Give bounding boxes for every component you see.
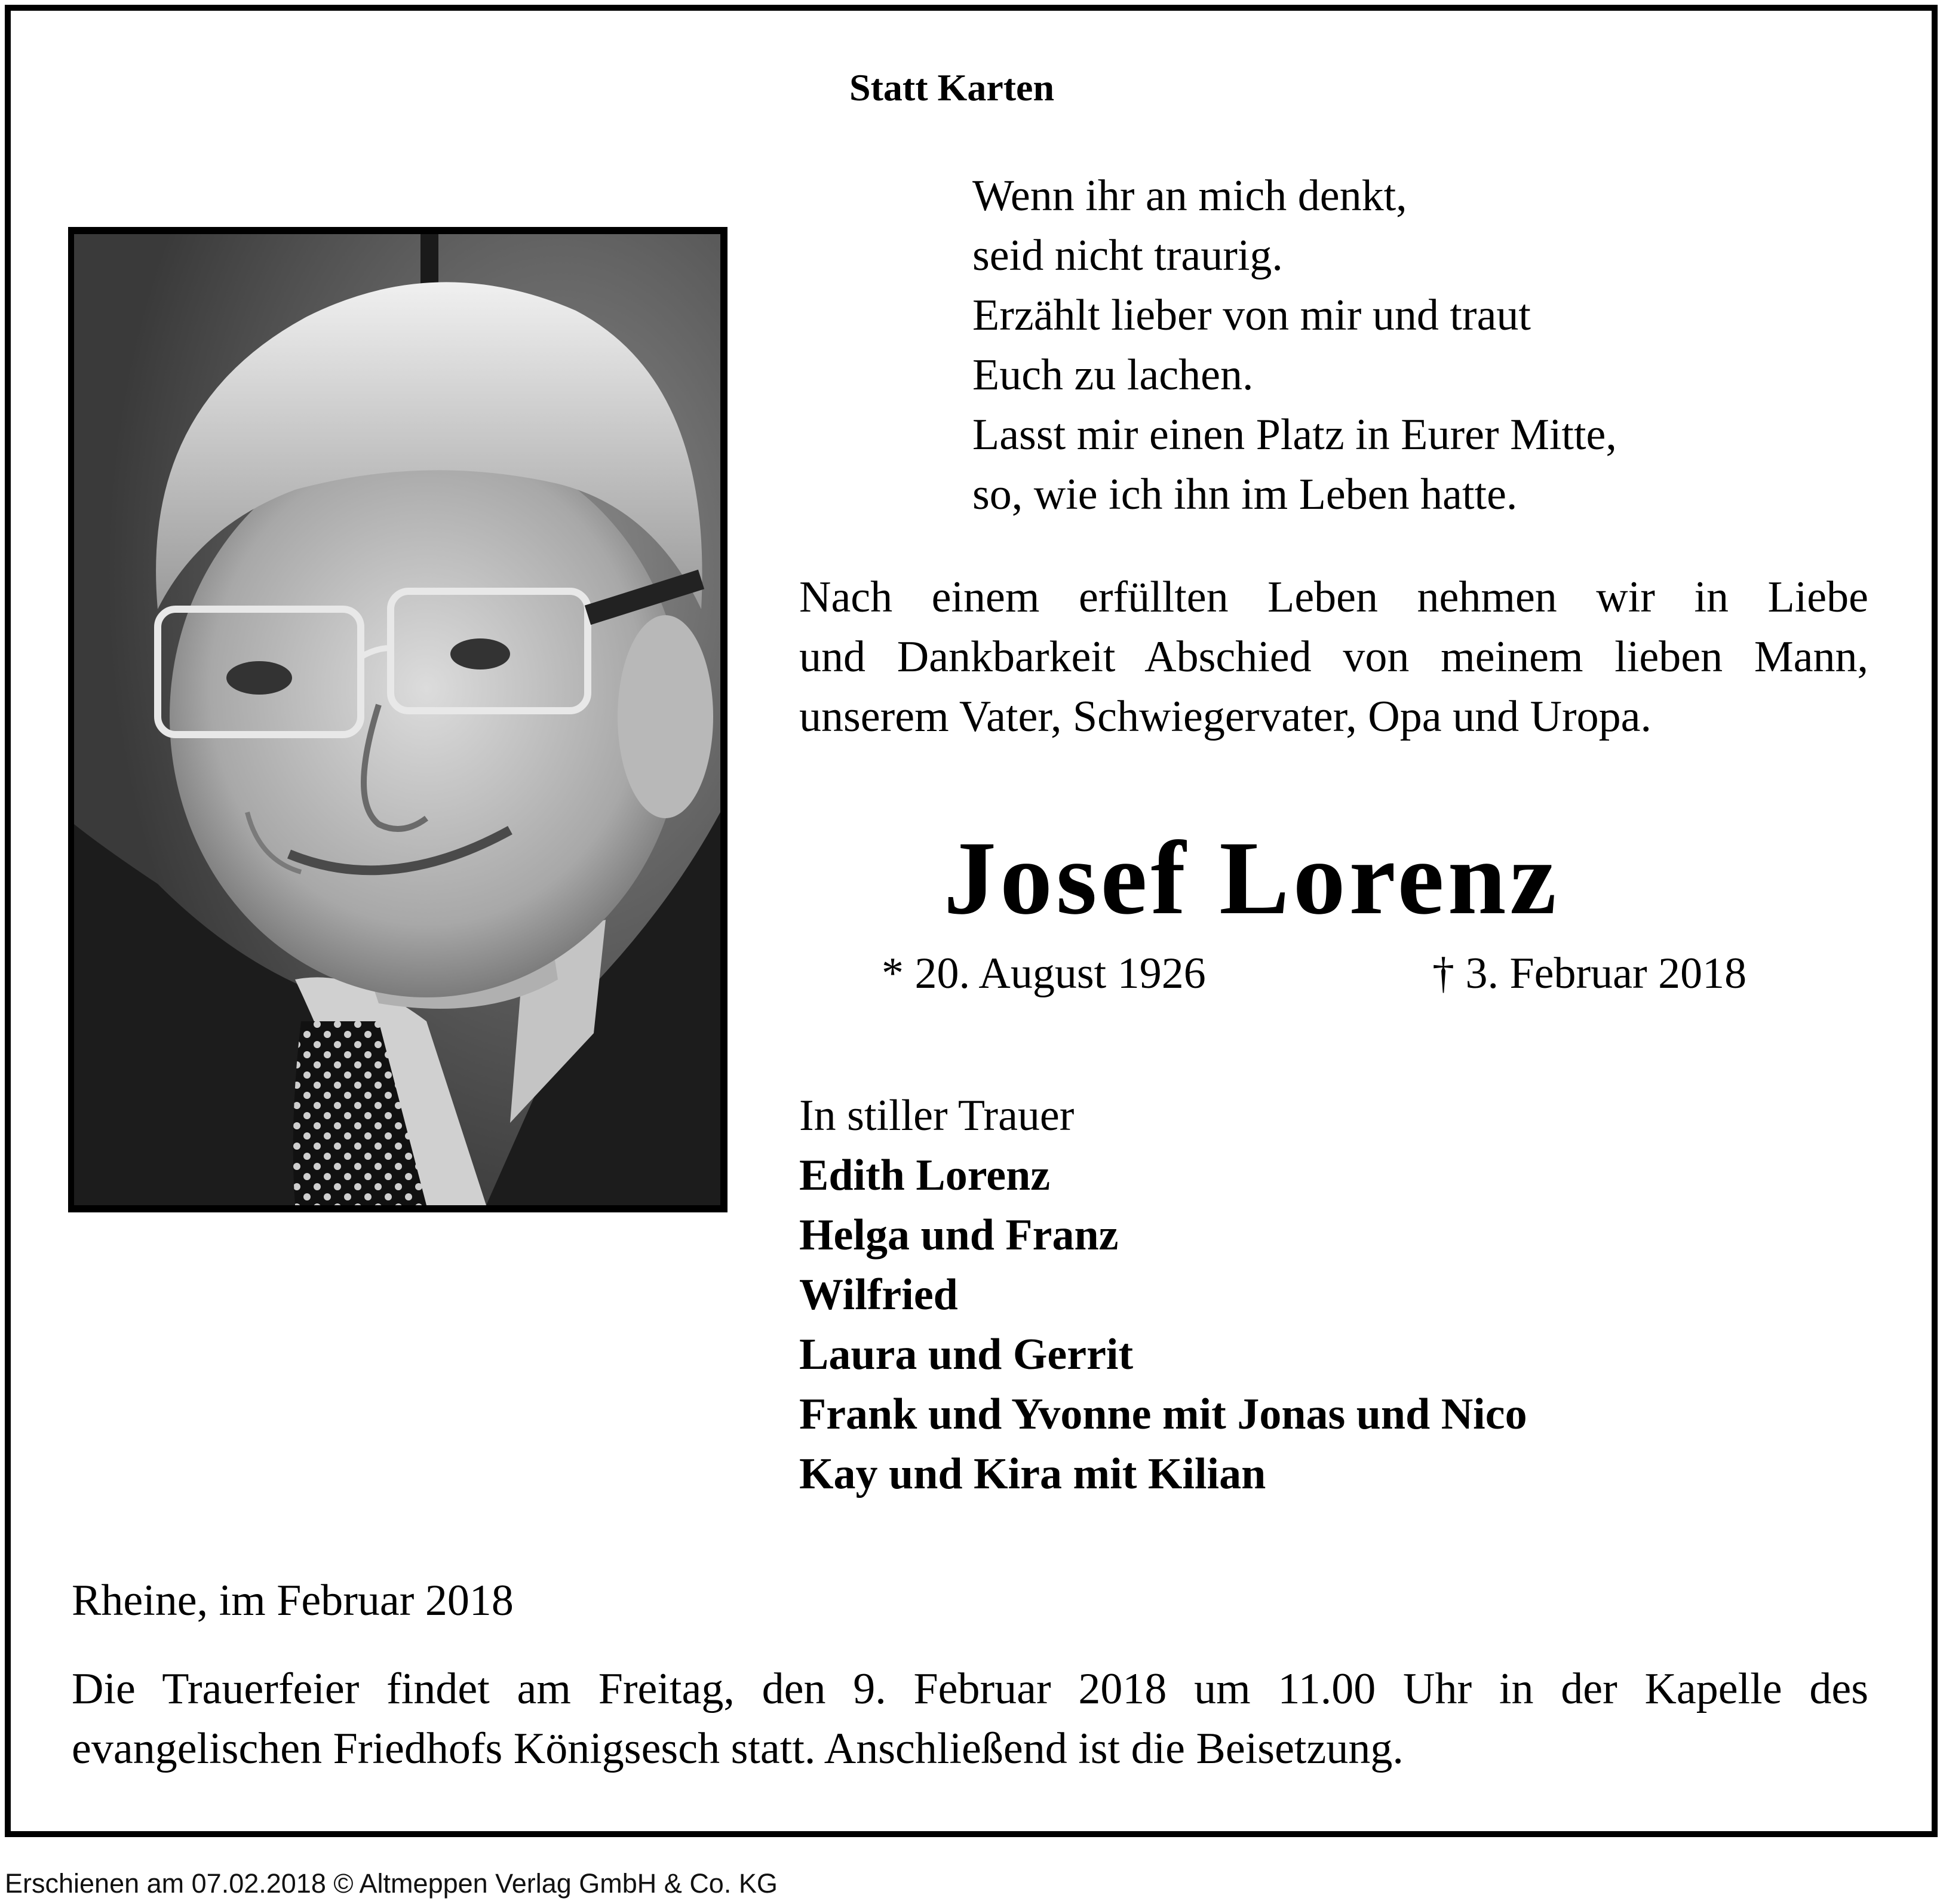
death-date: † 3. Februar 2018 <box>1432 949 1747 998</box>
service-info-line: Die Trauerfeier findet am Freitag, den 9. Februar 2018 um 11.00 Uhr in der Kapelle des <box>72 1665 1868 1713</box>
poem-line: Euch zu lachen. <box>972 351 1254 400</box>
poem-line: Lasst mir einen Platz in Eurer Mitte, <box>972 410 1617 459</box>
publication-footer: Erschienen am 07.02.2018 © Altmeppen Verlag GmbH & Co. KG <box>5 1868 778 1899</box>
mourner-name: Frank und Yvonne mit Jonas und Nico <box>799 1390 1527 1439</box>
mourner-name: Laura und Gerrit <box>799 1330 1134 1379</box>
mourner-name: Wilfried <box>799 1270 958 1319</box>
mourner-name: Kay und Kira mit Kilian <box>799 1450 1266 1498</box>
intro-line: unserem Vater, Schwiegervater, Opa und Uropa. <box>799 692 1652 741</box>
poem-line: Wenn ihr an mich denkt, <box>972 171 1407 220</box>
deceased-name: Josef Lorenz <box>944 820 1560 936</box>
poem-line: seid nicht traurig. <box>972 231 1283 280</box>
mourner-name: Edith Lorenz <box>799 1151 1051 1200</box>
birth-date: * 20. August 1926 <box>882 949 1206 998</box>
service-info-line: evangelischen Friedhofs Königsesch statt. Anschließend ist die Beisetzung. <box>72 1724 1404 1773</box>
poem-line: so, wie ich ihn im Leben hatte. <box>972 470 1518 519</box>
intro-line: und Dankbarkeit Abschied von meinem lieben Mann, <box>799 632 1868 681</box>
mourners-heading: In stiller Trauer <box>799 1091 1075 1140</box>
portrait-photo <box>68 227 728 1212</box>
statt-karten-heading: Statt Karten <box>849 66 1055 109</box>
poem-line: Erzählt lieber von mir und traut <box>972 291 1531 340</box>
mourner-name: Helga und Franz <box>799 1211 1119 1260</box>
intro-line: Nach einem erfüllten Leben nehmen wir in Liebe <box>799 573 1868 622</box>
place-date: Rheine, im Februar 2018 <box>72 1576 514 1625</box>
